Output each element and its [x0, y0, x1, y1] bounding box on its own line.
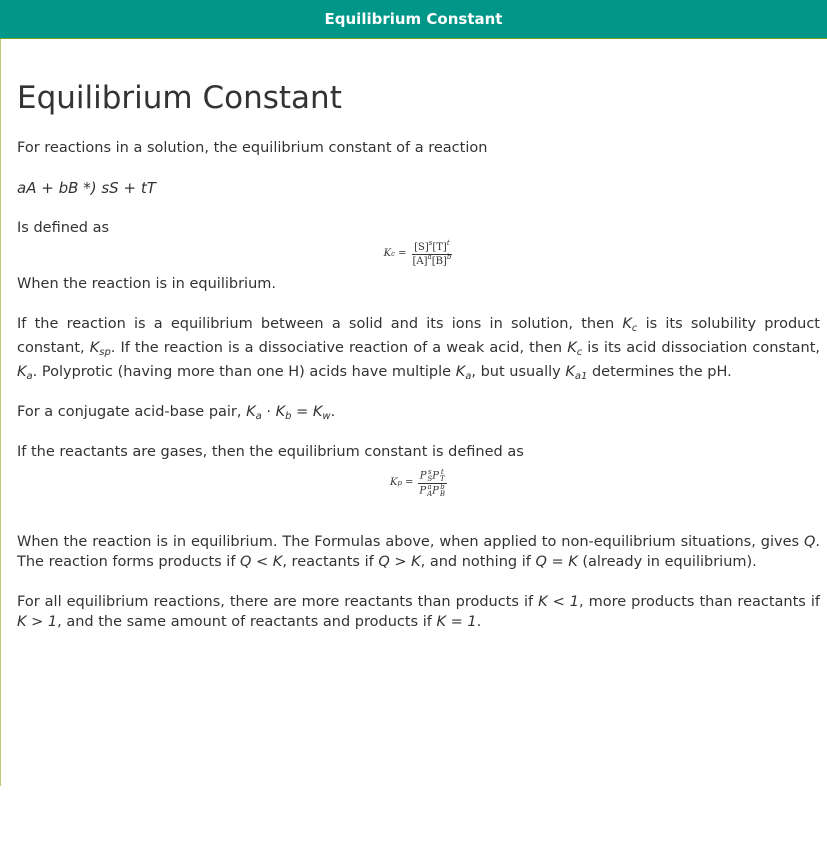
text-span: , more products than reactants if [578, 594, 820, 610]
intro-paragraph: For reactions in a solution, the equilibrium constant of a reaction [17, 140, 488, 156]
k-subscript: c [576, 347, 583, 358]
text-span: is its solubility product constant, [17, 316, 820, 356]
sup-a: a [427, 482, 432, 491]
sup-s: s [428, 467, 432, 476]
kb-symbol: K [275, 404, 286, 420]
app-header [0, 0, 827, 39]
pressure-a: P [419, 485, 427, 496]
text-span: , reactants if [282, 554, 379, 570]
q-symbol: Q [803, 534, 816, 550]
text-span: . The reaction forms products if [17, 534, 820, 570]
k-symbol: K [565, 364, 575, 380]
k-symbol: K [567, 340, 577, 356]
k-subscript: c [631, 323, 638, 334]
kb-subscript: b [285, 411, 292, 422]
k-value-paragraph [17, 592, 820, 632]
left-border-line [0, 39, 1, 786]
condition-k-less: K < 1 [538, 594, 579, 610]
text-span: , and nothing if [420, 554, 536, 570]
text-span: is its acid dissociation constant, [582, 340, 820, 356]
num-s: [S] [414, 241, 429, 253]
k-subscript: a [26, 371, 33, 382]
text-span: For all equilibrium reactions, there are more reactants than products if [17, 594, 539, 610]
condition-products: Q < K [240, 554, 283, 570]
conjugate-pair-paragraph [17, 400, 820, 424]
text-span: When the reaction is in equilibrium. The Formulas above, when applied to non-equilibrium situations, gives [17, 534, 804, 550]
kp-symbol: K [389, 477, 398, 488]
sup-a: a [427, 252, 432, 261]
k-symbol: K [89, 340, 100, 356]
ka-symbol: K [246, 404, 256, 420]
k-symbol: K [17, 364, 27, 380]
script-t [440, 469, 445, 483]
plus-sign: + [41, 179, 54, 197]
text-span: . If the reaction is a dissociative reaction of a weak acid, then [110, 340, 568, 356]
kp-formula: K p = P s S P t T P a A P b B [389, 467, 446, 498]
sup-t: t [440, 467, 444, 476]
k-symbol: K [622, 316, 632, 332]
condition-reactants: Q > K [378, 554, 421, 570]
k-symbol: K [455, 364, 466, 380]
quotient-paragraph [17, 532, 820, 572]
text-span: . Polyprotic (having more than one H) acids have multiple [32, 364, 456, 380]
reactant-a: aA [17, 179, 37, 197]
equilibrium-arrow: *) [83, 179, 97, 197]
den-a: [A] [412, 255, 428, 267]
k-subscript: a [465, 371, 472, 382]
pressure-s: P [419, 470, 427, 481]
kp-denominator [417, 484, 447, 498]
kp-numerator [418, 469, 447, 484]
den-b: [B] [431, 255, 447, 267]
text-span: determines the pH. [587, 364, 732, 380]
sup-b: b [440, 482, 445, 491]
script-b [440, 484, 445, 498]
equals-sign: = [291, 404, 313, 420]
kc-denominator [410, 252, 453, 268]
period: . [330, 404, 336, 420]
defined-as-text: Is defined as [17, 220, 110, 236]
article-content [17, 78, 820, 632]
sub-a: A [427, 489, 433, 498]
k-subscript: sp [99, 347, 111, 358]
text-span: For a conjugate acid-base pair, [17, 404, 247, 420]
num-t: [T] [432, 241, 447, 253]
reaction-equation [17, 176, 820, 200]
text-span: (already in equilibrium). [577, 554, 757, 570]
equals-sign: = [398, 248, 407, 259]
product-s: sS [101, 179, 119, 197]
kw-subscript: w [322, 411, 331, 422]
solubility-paragraph [17, 312, 820, 384]
page-title: Equilibrium Constant [17, 80, 342, 116]
dot-operator: · [261, 404, 276, 420]
condition-k-greater: K > 1 [17, 614, 58, 630]
pressure-b: P [432, 485, 439, 496]
kc-formula: K c = $\frac{[S]^s[T]^t}{[A]^a[B]^b}$ [383, 238, 452, 267]
text-span: . [476, 614, 482, 630]
sup-t: t [446, 238, 450, 247]
equilibrium-note: When the reaction is in equilibrium. [17, 276, 276, 292]
reactant-b: bB [58, 179, 79, 197]
sub-b: B [439, 489, 446, 498]
sub-t: T [439, 474, 445, 483]
kp-fraction [417, 469, 447, 498]
kw-symbol: K [312, 404, 323, 420]
sup-b: b [446, 252, 452, 261]
sub-s: S [427, 474, 433, 483]
kc-fraction [410, 238, 453, 268]
text-span: If the reaction is a equilibrium between a solid and its ions in solution, then [17, 316, 623, 332]
text-span: , and the same amount of reactants and products if [57, 614, 437, 630]
product-t: tT [140, 179, 156, 197]
equals-sign: = [404, 477, 414, 488]
condition-equilibrium: Q = K [535, 554, 578, 570]
k-subscript: a1 [574, 371, 588, 382]
text-span: , but usually [471, 364, 566, 380]
sup-s: s [428, 238, 433, 247]
condition-k-equal: K = 1 [436, 614, 477, 630]
plus-sign: + [123, 179, 137, 197]
pressure-t: P [432, 470, 439, 481]
gases-paragraph: If the reactants are gases, then the equilibrium constant is defined as [17, 444, 524, 460]
kc-symbol: K [383, 248, 392, 259]
ka-subscript: a [255, 411, 262, 422]
header-title: Equilibrium Constant [324, 10, 503, 28]
